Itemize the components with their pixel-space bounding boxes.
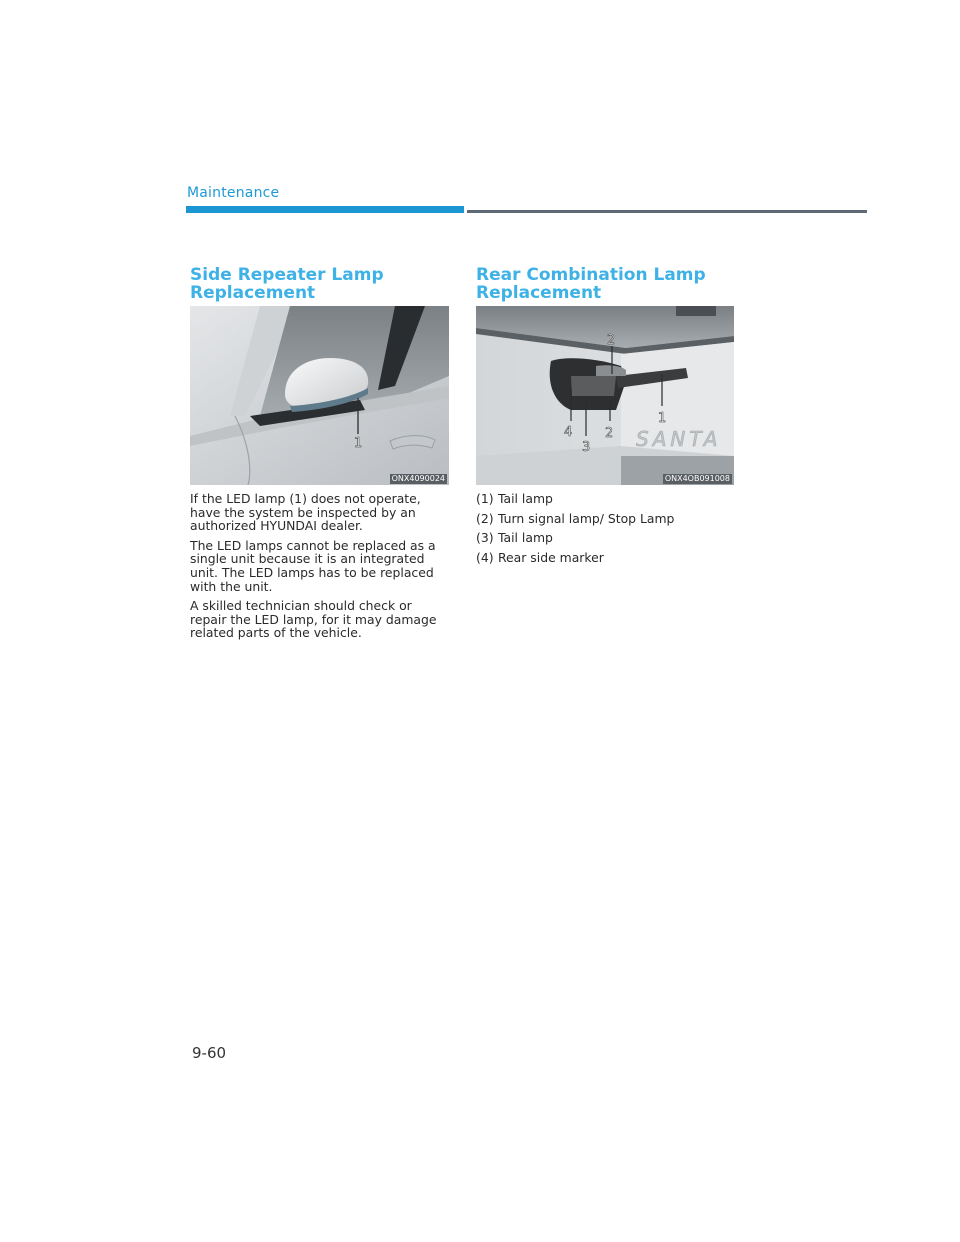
page-number: 9-60 — [192, 1044, 227, 1062]
callout-1: 1 — [658, 411, 667, 426]
callout-4: 4 — [564, 425, 573, 440]
callout-2-bottom: 2 — [605, 426, 614, 441]
item-label: Tail lamp — [498, 491, 553, 506]
figure-code: ONX4090024 — [391, 474, 445, 483]
item-number: (4) — [476, 549, 494, 565]
section-header: Maintenance — [187, 185, 280, 201]
paragraph: The LED lamps cannot be replaced as a single unit because it is an integrated unit. The LED lamps has to be replaced with the unit. — [190, 537, 436, 594]
emblem-text: SANTA — [636, 427, 722, 451]
item-label: Turn signal lamp/ Stop Lamp — [498, 510, 675, 526]
side-repeater-title: Side Repeater Lamp Replacement — [190, 265, 384, 303]
rear-lamp-figure — [476, 306, 734, 485]
item-label: Rear side marker — [498, 549, 604, 565]
parts-list — [476, 492, 736, 570]
paragraph: If the LED lamp (1) does not operate, have the system be inspected by an authorized HYUNDAI dealer. — [190, 491, 421, 534]
list-item — [476, 531, 736, 551]
callout-2-top: 2 — [607, 333, 616, 348]
rear-lamp-illustration — [476, 306, 734, 485]
side-repeater-body — [190, 492, 452, 646]
paragraph: A skilled technician should check or repair the LED lamp, for it may damage related parts of the vehicle. — [190, 598, 437, 641]
side-mirror-figure — [190, 306, 449, 485]
list-item — [476, 512, 736, 532]
item-label: Tail lamp — [498, 530, 553, 545]
side-mirror-illustration — [190, 306, 449, 485]
header-rule — [467, 210, 867, 213]
list-item — [476, 492, 736, 512]
callout-3: 3 — [582, 440, 591, 455]
figure-code: ONX4OB091008 — [664, 474, 730, 483]
item-number: (3) — [476, 530, 494, 545]
item-number: (1) — [476, 491, 494, 506]
item-number: (2) — [476, 510, 494, 526]
list-item — [476, 551, 736, 571]
header-accent-bar — [186, 206, 464, 213]
callout-1: 1 — [354, 436, 363, 451]
rear-combination-title: Rear Combination Lamp Replacement — [476, 265, 706, 303]
